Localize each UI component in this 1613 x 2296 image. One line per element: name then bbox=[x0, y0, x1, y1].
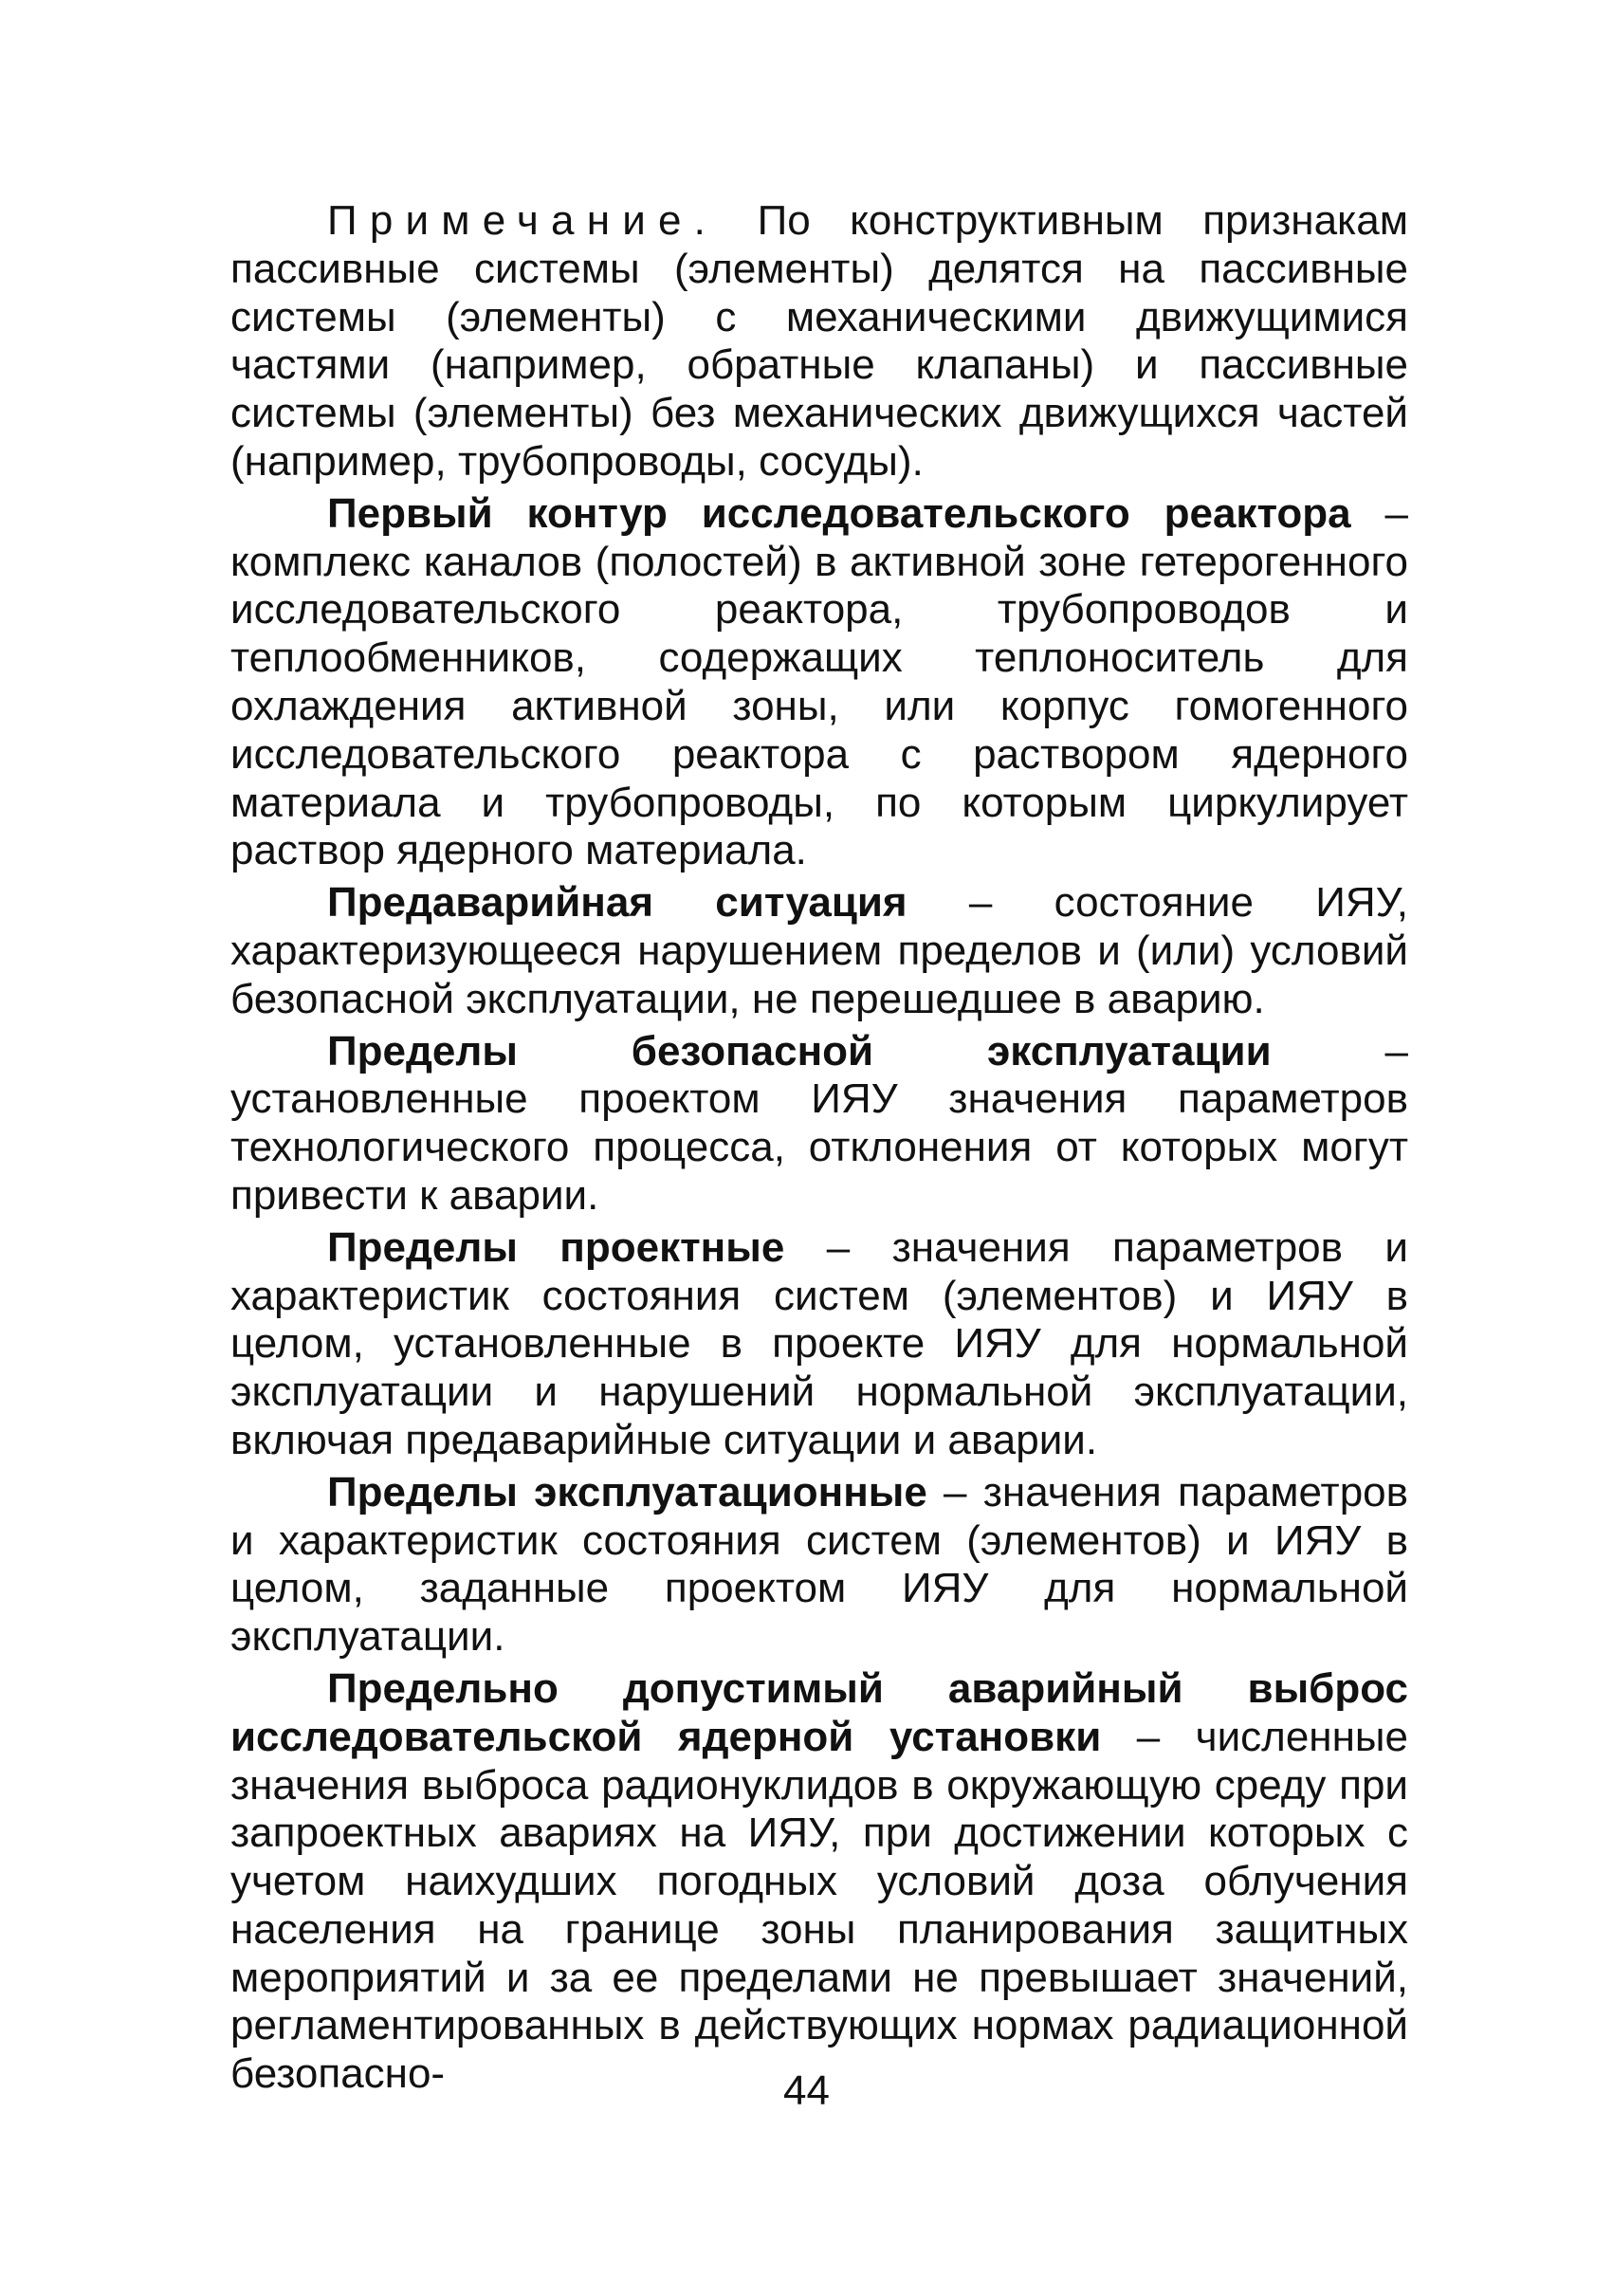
definition-term: Пределы эксплуатационные bbox=[327, 1468, 927, 1515]
definition-paragraph bbox=[230, 1665, 1408, 2099]
definition-text: – состояние ИЯУ, характеризующееся нарушением пределов и (или) условий безопасной эксплуатации, не перешедшее в аварию. bbox=[230, 879, 1408, 1022]
definition-term: Пределы безопасной эксплуатации bbox=[327, 1027, 1272, 1075]
definition-text: – значения параметров и характеристик состояния систем (элементов) и ИЯУ в целом, установленные в проекте ИЯУ для нормальной эксплуатации и нарушений нормальной эксплуатации, включая предаварийные ситуации и аварии. bbox=[230, 1223, 1408, 1463]
definition-term: Предаварийная ситуация bbox=[327, 879, 907, 927]
definition-paragraph bbox=[230, 490, 1408, 875]
definition-paragraph bbox=[230, 1224, 1408, 1465]
note-paragraph bbox=[230, 197, 1408, 487]
page-number: 44 bbox=[783, 2067, 830, 2114]
definition-term: Предельно допустимый аварийный выброс исследовательской ядерной установки bbox=[230, 1664, 1408, 1760]
definition-term: Первый контур исследовательского реактора bbox=[327, 489, 1351, 537]
definition-paragraph bbox=[230, 1028, 1408, 1221]
definition-text: – установленные проектом ИЯУ значения параметров технологического процесса, отклонения от которых могут привести к аварии. bbox=[230, 1027, 1408, 1219]
main-text bbox=[230, 197, 1408, 2103]
definition-text: – численные значения выброса радионуклидов в окружающую среду при запроектных авариях на ИЯУ, при достижении которых с учетом наихудших погодных условий доза облучения населения на границе зоны планирования защитных мероприятий и за ее пределами не превышает значений, регламентированных в действующих нормах радиационной безопасно- bbox=[230, 1713, 1409, 2098]
note-label: Примечание. bbox=[327, 197, 719, 244]
definition-paragraph bbox=[230, 1469, 1408, 1662]
definition-text: – комплекс каналов (полостей) в активной зоне гетерогенного исследовательского реактора, трубопроводов и теплообменников, содержащих теплоноситель для охлаждения активной зоны, или корпус гомогенного исследовательского реактора с раствором ядерного материала и трубопроводы, по которым циркулирует раствор ядерного материала. bbox=[230, 489, 1408, 874]
note-text: По конструктивным признакам пассивные системы (элементы) делятся на пассивные системы (элементы) с механическими движущимися частями (например, обратные клапаны) и пассивные системы (элементы) без механических движущихся частей (например, трубопроводы, сосуды). bbox=[230, 197, 1408, 485]
definition-term: Пределы проектные bbox=[327, 1223, 785, 1271]
definition-text: – значения параметров и характеристик состояния систем (элементов) и ИЯУ в целом, заданные проектом ИЯУ для нормальной эксплуатации. bbox=[230, 1468, 1409, 1661]
definition-paragraph bbox=[230, 879, 1408, 1023]
